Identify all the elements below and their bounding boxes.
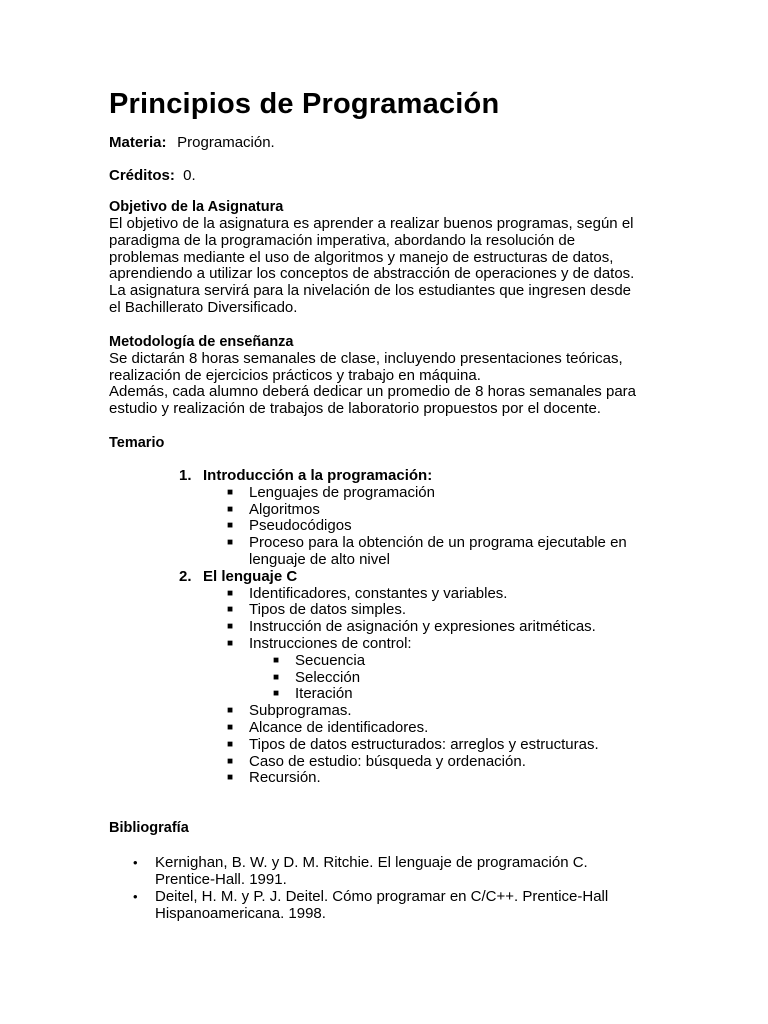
topic-items <box>203 485 729 569</box>
topic-number: 1. <box>179 466 192 484</box>
list-item <box>203 754 729 771</box>
creditos-label: Créditos: <box>109 167 175 184</box>
document-page <box>109 84 729 922</box>
list-item-text: Proceso para la obtención de un programa ejecutable en lenguaje de alto nivel <box>249 534 627 568</box>
list-item-text: Tipos de datos estructurados: arreglos y estructuras. <box>249 735 599 753</box>
list-item-text: Iteración <box>295 685 353 703</box>
list-item-text: Lenguajes de programación <box>249 483 435 501</box>
metodologia-section <box>109 334 729 418</box>
bibliografia-heading: Bibliografía <box>109 820 189 837</box>
list-item-text: Recursión. <box>249 769 321 787</box>
list-item <box>203 737 729 754</box>
list-item <box>203 502 729 519</box>
topic-title: El lenguaje C <box>203 567 298 585</box>
list-item-text: Subprogramas. <box>249 702 352 720</box>
list-item-text: Instrucciones de control: <box>249 634 412 652</box>
materia-label: Materia: <box>109 134 167 151</box>
list-item <box>249 686 729 703</box>
list-item <box>203 485 729 502</box>
temario-section <box>109 435 729 787</box>
square-bullet-icon: ■ <box>227 486 234 498</box>
square-bullet-icon: ■ <box>227 705 234 717</box>
square-bullet-icon: ■ <box>227 604 234 616</box>
round-bullet-icon: • <box>133 855 138 871</box>
square-bullet-icon: ■ <box>227 738 234 750</box>
list-item <box>109 855 729 889</box>
bibliografia-list <box>109 855 729 922</box>
control-subitems <box>249 653 729 703</box>
round-bullet-icon: • <box>133 888 138 904</box>
temario-topic <box>109 468 729 569</box>
list-item-text: Identificadores, constantes y variables. <box>249 584 508 602</box>
square-bullet-icon: ■ <box>227 621 234 633</box>
list-item-text: Tipos de datos simples. <box>249 601 407 619</box>
creditos-value: 0. <box>183 167 196 184</box>
list-item <box>203 535 729 569</box>
list-item-text: Deitel, H. M. y P. J. Deitel. Cómo programar en C/C++. Prentice-Hall Hispanoamericana. 1998. <box>155 887 609 922</box>
list-item-text: Pseudocódigos <box>249 517 352 535</box>
bibliografia-section <box>109 820 729 922</box>
square-bullet-icon: ■ <box>227 503 234 515</box>
list-item <box>203 586 729 603</box>
list-item-text: Alcance de identificadores. <box>249 718 429 736</box>
square-bullet-icon: ■ <box>227 755 234 767</box>
list-item <box>203 518 729 535</box>
list-item-text: Selección <box>295 668 361 686</box>
square-bullet-icon: ■ <box>227 587 234 599</box>
square-bullet-icon: ■ <box>227 772 234 784</box>
list-item <box>203 602 729 619</box>
list-item-text: Kernighan, B. W. y D. M. Ritchie. El lenguaje de programación C. Prentice-Hall. 1991. <box>155 854 588 888</box>
temario-topic <box>109 569 729 787</box>
objetivo-section <box>109 199 729 317</box>
list-item <box>203 720 729 737</box>
topic-number: 2. <box>179 567 192 585</box>
list-item <box>203 770 729 787</box>
square-bullet-icon: ■ <box>227 637 234 649</box>
list-item <box>203 703 729 720</box>
metodologia-text: Se dictarán 8 horas semanales de clase, incluyendo presentaciones teóricas, realización de ejercicios prácticos y trabajo en máquina. Además, cada alumno deberá dedicar un promedio de 8 horas semanales para estudio y realización de trabajos de laboratorio propuestos por el docente. <box>109 349 636 418</box>
list-item <box>249 670 729 687</box>
list-item-text: Instrucción de asignación y expresiones aritméticas. <box>249 618 596 636</box>
topic-title: Introducción a la programación: <box>203 466 433 484</box>
objetivo-heading: Objetivo de la Asignatura <box>109 199 284 215</box>
list-item <box>203 619 729 636</box>
list-item-text: Algoritmos <box>249 500 320 518</box>
temario-list <box>109 468 729 787</box>
topic-items <box>203 586 729 788</box>
square-bullet-icon: ■ <box>227 537 234 549</box>
square-bullet-icon: ■ <box>227 721 234 733</box>
document-title: Principios de Programación <box>109 88 500 120</box>
list-item <box>109 889 729 923</box>
objetivo-text: El objetivo de la asignatura es aprender a realizar buenos programas, según el paradigma de la programación imperativa, abordando la resolución de problemas mediante el uso de algoritmos y manejo de estructuras de datos, aprendiendo a utilizar los conceptos de abstracción de operaciones y de datos. La asignatura servirá para la nivelación de los estudiantes que ingresen desde el Bachillerato Diversificado. <box>109 215 635 316</box>
materia-value: Programación. <box>177 134 275 151</box>
list-item-text: Caso de estudio: búsqueda y ordenación. <box>249 752 526 770</box>
materia-field <box>109 134 729 151</box>
temario-heading: Temario <box>109 434 165 451</box>
square-bullet-icon: ■ <box>227 520 234 532</box>
square-bullet-icon: ■ <box>273 654 280 666</box>
list-item <box>203 636 729 703</box>
list-item-text: Secuencia <box>295 651 366 669</box>
square-bullet-icon: ■ <box>273 688 280 700</box>
creditos-field <box>109 167 729 184</box>
square-bullet-icon: ■ <box>273 671 280 683</box>
metodologia-heading: Metodología de enseñanza <box>109 333 294 350</box>
list-item <box>249 653 729 670</box>
